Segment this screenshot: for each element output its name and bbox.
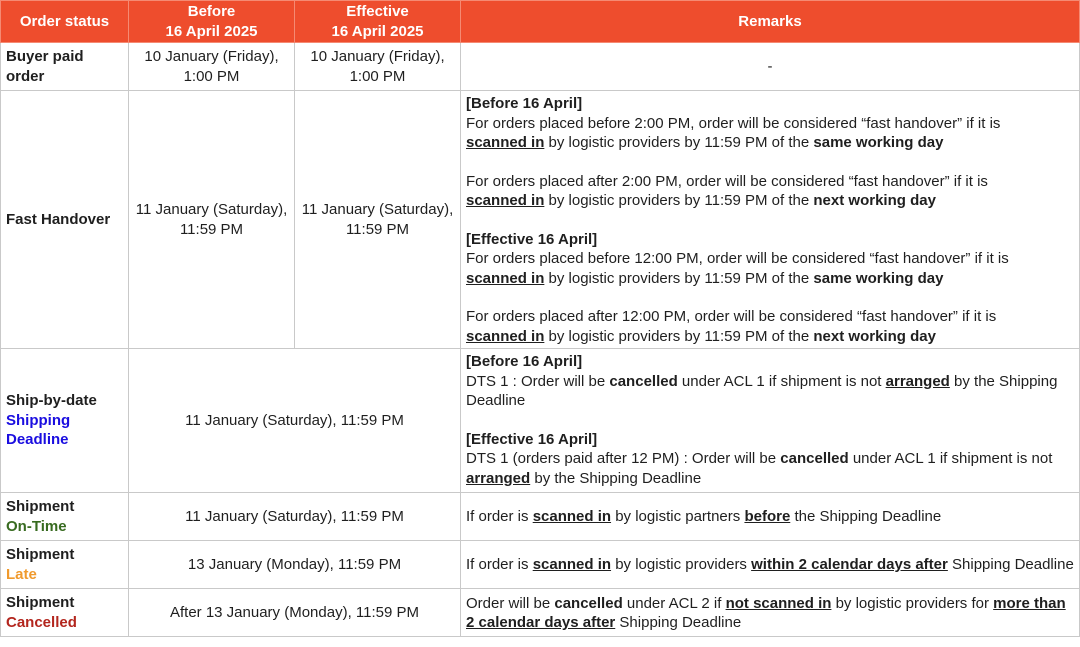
date-text: 11 January (Saturday), 11:59 PM — [301, 201, 454, 238]
remarks-paragraph: For orders placed before 2:00 PM, order will be considered “fast handover” if it is scanned in by logistic providers by 11:59 PM of the same working day — [466, 114, 1001, 151]
status-sublabel-cancelled: Cancelled — [6, 613, 77, 631]
date-on-time — [129, 493, 461, 541]
date-text: 11 January (Saturday), 11:59 PM — [185, 411, 404, 429]
date-text: 10 January (Friday), 1:00 PM — [310, 48, 445, 85]
date-text: 11 January (Saturday), 11:59 PM — [135, 201, 288, 238]
status-buyer-paid — [1, 43, 129, 91]
table-row-fast-handover — [1, 91, 1080, 349]
header-row — [1, 1, 1080, 43]
remarks-text: - — [767, 57, 773, 75]
header-effective-line1: Effective — [346, 3, 409, 20]
status-sublabel-late: Late — [6, 565, 37, 583]
table-row-buyer-paid — [1, 43, 1080, 91]
remarks-on-time: If order is scanned in by logistic partners before the Shipping Deadline — [461, 493, 1080, 541]
table-row-late — [1, 541, 1080, 589]
header-before-line1: Before — [187, 3, 236, 20]
before-date-fast-handover — [129, 91, 295, 349]
remarks-heading-effective: [Effective 16 April] — [466, 230, 598, 248]
date-ship-by-date — [129, 349, 461, 493]
status-on-time — [1, 493, 129, 541]
header-remarks-label: Remarks — [738, 12, 802, 30]
remarks-buyer-paid — [461, 43, 1080, 91]
status-label: Fast Handover — [6, 210, 111, 228]
status-label: Ship-by-date — [6, 392, 97, 410]
status-fast-handover — [1, 91, 129, 349]
table-row-on-time — [1, 493, 1080, 541]
date-text: 13 January (Monday), 11:59 PM — [187, 555, 402, 573]
remarks-heading-before: [Before 16 April] — [466, 95, 583, 112]
header-order-status-label: Order status — [19, 12, 110, 30]
status-label: Shipment — [6, 498, 75, 515]
date-text: 11 January (Saturday), 11:59 PM — [185, 507, 404, 525]
status-label: Shipment — [6, 594, 75, 611]
table-row-cancelled — [1, 589, 1080, 637]
remarks-heading-effective: [Effective 16 April] — [466, 430, 598, 448]
status-late — [1, 541, 129, 589]
header-before — [129, 1, 295, 43]
remarks-fast-handover — [461, 91, 1080, 349]
remarks-late: If order is scanned in by logistic providers within 2 calendar days after Shipping Deadline — [461, 541, 1080, 589]
header-before-line2: 16 April 2025 — [165, 22, 258, 40]
header-effective — [295, 1, 461, 43]
remarks-paragraph: For orders placed after 2:00 PM, order will be considered “fast handover” if it is scanned in by logistic providers by 11:59 PM of the next working day — [466, 172, 988, 209]
header-remarks — [461, 1, 1080, 43]
status-ship-by-date — [1, 349, 129, 493]
date-late — [129, 541, 461, 589]
remarks-paragraph: For orders placed after 12:00 PM, order will be considered “fast handover” if it is scanned in by logistic providers by 11:59 PM of the next working day — [466, 308, 997, 345]
effective-date-buyer-paid — [295, 43, 461, 91]
date-text: 10 January (Friday), 1:00 PM — [144, 48, 279, 85]
remarks-paragraph: DTS 1 : Order will be cancelled under ACL 1 if shipment is not arranged by the Shipping Deadline — [466, 372, 1058, 409]
status-label: Shipment — [6, 546, 75, 563]
date-cancelled — [129, 589, 461, 637]
remarks-paragraph: For orders placed before 12:00 PM, order will be considered “fast handover” if it is scanned in by logistic providers by 11:59 PM of the same working day — [466, 250, 1009, 287]
header-order-status — [1, 1, 129, 43]
table-row-ship-by-date — [1, 349, 1080, 493]
status-sublabel-shipping-deadline: Shipping Deadline — [6, 411, 71, 449]
remarks-paragraph: DTS 1 (orders paid after 12 PM) : Order will be cancelled under ACL 1 if shipment is not arranged by the Shipping Deadline — [466, 450, 1053, 487]
remarks-ship-by-date — [461, 349, 1080, 493]
date-text: After 13 January (Monday), 11:59 PM — [169, 603, 419, 621]
status-sublabel-on-time: On-Time — [6, 517, 67, 535]
status-cancelled — [1, 589, 129, 637]
header-effective-line2: 16 April 2025 — [331, 22, 424, 40]
status-label: Buyer paid order — [6, 48, 84, 85]
before-date-buyer-paid — [129, 43, 295, 91]
effective-date-fast-handover — [295, 91, 461, 349]
remarks-heading-before: [Before 16 April] — [466, 353, 583, 370]
remarks-cancelled: Order will be cancelled under ACL 2 if not scanned in by logistic providers for more than 2 calendar days after Shipping Deadline — [461, 589, 1080, 637]
